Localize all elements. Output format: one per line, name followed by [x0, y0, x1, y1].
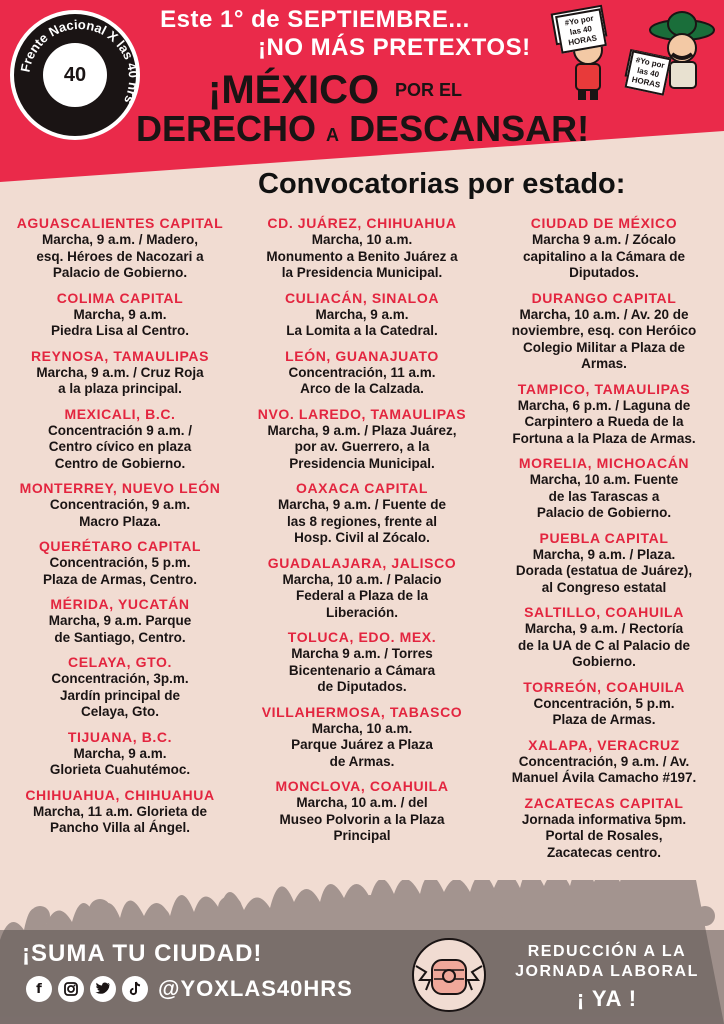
event-description: Marcha, 9 a.m. / Plaza Juárez, por av. Guerrero, a la Presidencia Municipal. [267, 422, 457, 471]
event-entry [484, 603, 724, 671]
event-state: MEXICALI, B.C. [64, 405, 176, 422]
twitter-icon[interactable] [90, 976, 116, 1002]
event-entry [0, 405, 240, 473]
event-state: GUADALAJARA, JALISCO [267, 554, 457, 571]
event-entry [242, 628, 482, 696]
event-entry [484, 794, 724, 862]
event-entry [484, 289, 724, 373]
event-entry [242, 214, 482, 282]
event-description: Concentración, 9 a.m. Macro Plaza. [49, 497, 191, 529]
event-entry [0, 289, 240, 340]
social-handle[interactable]: @YOXLAS40HRS [158, 976, 353, 1001]
header-line-2: ¡NO MÁS PRETEXTOS! [258, 34, 531, 61]
event-state: ZACATECAS CAPITAL [524, 794, 684, 811]
event-description: Marcha, 9 a.m. / Plaza. Dorada (estatua de Juárez), al Congreso estatal [515, 546, 693, 595]
event-entry [0, 786, 240, 837]
event-description: Concentración, 5 p.m. Plaza de Armas. [533, 695, 675, 727]
event-state: TORREÓN, COAHUILA [523, 678, 685, 695]
reduccion-text: REDUCCIÓN A LA JORNADA LABORAL [515, 943, 699, 980]
event-state: PUEBLA CAPITAL [539, 529, 669, 546]
event-state: SALTILLO, COAHUILA [524, 604, 684, 620]
event-entry [242, 289, 482, 340]
event-state: COLIMA CAPITAL [56, 289, 184, 306]
event-description: Marcha, 9 a.m. Glorieta Cuahutémoc. [49, 745, 191, 777]
event-entry [484, 529, 724, 597]
event-state: VILLAHERMOSA, TABASCO [261, 703, 463, 720]
event-description: Concentración, 5 p.m. Plaza de Armas, Centro. [42, 555, 198, 587]
logo-ring-text [14, 14, 144, 144]
event-state: CELAYA, GTO. [68, 654, 172, 670]
logo-number: 40 [63, 63, 87, 86]
event-entry [484, 678, 724, 729]
event-description: Marcha, 10 a.m. Parque Juárez a Plaza de Armas. [291, 720, 433, 769]
event-description: Concentración, 11 a.m. Arco de la Calzada. [288, 364, 436, 396]
header-descansar: DESCANSAR! [349, 108, 590, 149]
event-entry [242, 347, 482, 398]
event-state: CIUDAD DE MÉXICO [530, 215, 678, 231]
event-entry [242, 479, 482, 547]
event-entry [484, 736, 724, 787]
event-entry [0, 728, 240, 779]
event-description: Marcha 9 a.m. / Zócalo capitalino a la Cámara de Diputados. [522, 232, 686, 280]
event-state: QUERÉTARO CAPITAL [38, 538, 202, 554]
event-description: Marcha, 9 a.m. / Fuente de las 8 regiones, frente al Hosp. Civil al Zócalo. [277, 497, 447, 545]
event-state: REYNOSA, TAMAULIPAS [30, 347, 210, 364]
event-description: Marcha, 9 a.m. Piedra Lisa al Centro. [50, 306, 190, 338]
event-entry [0, 595, 240, 646]
event-description: Marcha, 11 a.m. Glorieta de Pancho Villa al Ángel. [32, 803, 208, 835]
reduccion-jornada [496, 942, 718, 982]
facebook-icon[interactable]: f [26, 976, 52, 1002]
event-description: Marcha, 9 a.m. / Madero, esq. Héroes de Nacozari a Palacio de Gobierno. [36, 232, 204, 280]
event-state: MONTERREY, NUEVO LEÓN [19, 480, 221, 496]
header-derecho-descansar [136, 108, 589, 150]
event-entry [0, 214, 240, 282]
event-state: OAXACA CAPITAL [295, 480, 429, 496]
column-2 [242, 214, 482, 852]
event-entry [484, 380, 724, 448]
event-entry [484, 214, 724, 282]
ya-text: ¡ YA ! [576, 986, 638, 1011]
event-description: Concentración 9 a.m. / Centro cívico en plaza Centro de Gobierno. [47, 422, 193, 471]
event-state: TOLUCA, EDO. MEX. [287, 629, 437, 645]
suma-tu-ciudad: ¡SUMA TU CIUDAD! [22, 940, 263, 967]
event-description: Marcha 9 a.m. / Torres Bicentenario a Cámara de Diputados. [288, 646, 436, 694]
event-entry [242, 554, 482, 622]
event-description: Marcha, 10 a.m. / del Museo Polvorin a la Plaza Principal [279, 795, 445, 843]
event-state: MÉRIDA, YUCATÁN [50, 596, 190, 612]
event-entry [242, 777, 482, 845]
event-state: NVO. LAREDO, TAMAULIPAS [257, 405, 467, 422]
event-description: Marcha, 9 a.m. La Lomita a la Catedral. [286, 306, 438, 338]
header-mexico: ¡MÉXICO [208, 68, 380, 112]
event-state: LEÓN, GUANAJUATO [285, 347, 439, 364]
social-bar [26, 976, 353, 1002]
pointing-fist-icon [410, 936, 488, 1014]
event-description: Concentración, 3p.m. Jardín principal de Celaya, Gto. [51, 671, 189, 719]
event-entry [0, 479, 240, 530]
instagram-icon[interactable] [58, 976, 84, 1002]
event-state: MORELIA, MICHOACÁN [518, 455, 690, 471]
event-description: Marcha, 9 a.m. Parque de Santiago, Centro. [48, 613, 192, 645]
sign-2: #Yo por las 40 HORAS [624, 50, 671, 95]
event-state: TAMPICO, TAMAULIPAS [517, 380, 691, 397]
frente-nacional-logo [10, 10, 140, 140]
event-entry [242, 703, 482, 771]
header-a: A [326, 125, 340, 145]
event-description: Marcha, 10 a.m. Monumento a Benito Juárez a la Presidencia Municipal. [266, 232, 458, 280]
event-description: Jornada informativa 5pm. Portal de Rosales, Zacatecas centro. [521, 811, 687, 860]
header-derecho: DERECHO [136, 108, 317, 149]
event-description: Marcha, 10 a.m. / Av. 20 de noviembre, esq. con Heróico Colegio Militar a Plaza de Armas. [511, 306, 697, 371]
header-por-el: POR EL [395, 80, 463, 100]
header-line-1: Este 1° de SEPTIEMBRE... [160, 6, 470, 33]
event-entry [242, 405, 482, 473]
column-3 [484, 214, 724, 868]
event-entry [484, 454, 724, 522]
event-state: TIJUANA, B.C. [67, 728, 173, 745]
event-description: Marcha, 6 p.m. / Laguna de Carpintero a Rueda de la Fortuna a la Plaza de Armas. [512, 397, 696, 446]
event-description: Marcha, 10 a.m. Fuente de las Tarascas a Palacio de Gobierno. [529, 472, 679, 520]
column-1 [0, 214, 240, 844]
page-subtitle: Convocatorias por estado: [258, 168, 626, 200]
event-state: XALAPA, VERACRUZ [528, 736, 680, 753]
event-entry [0, 653, 240, 721]
event-state: DURANGO CAPITAL [531, 289, 677, 306]
event-description: Marcha, 10 a.m. / Palacio Federal a Plaza de la Liberación. [282, 571, 442, 620]
event-description: Marcha, 9 a.m. / Rectoría de la UA de C al Palacio de Gobierno. [517, 621, 691, 669]
event-entry [0, 537, 240, 588]
event-state: CHIHUAHUA, CHIHUAHUA [25, 786, 215, 803]
tiktok-icon[interactable] [122, 976, 148, 1002]
event-entry [0, 347, 240, 398]
event-state: CULIACÁN, SINALOA [284, 289, 440, 306]
event-state: AGUASCALIENTES CAPITAL [16, 215, 224, 231]
svg-text:Frente Nacional X las 40 hrs: Frente Nacional X las 40 hrs [17, 16, 142, 106]
event-state: CD. JUÁREZ, CHIHUAHUA [267, 215, 457, 231]
sign-1: #Yo por las 40 HORAS [555, 8, 607, 53]
event-description: Marcha, 9 a.m. / Cruz Roja a la plaza principal. [36, 364, 204, 396]
event-description: Concentración, 9 a.m. / Av. Manuel Ávila Camacho #197. [511, 753, 697, 785]
event-state: MONCLOVA, COAHUILA [275, 778, 449, 794]
